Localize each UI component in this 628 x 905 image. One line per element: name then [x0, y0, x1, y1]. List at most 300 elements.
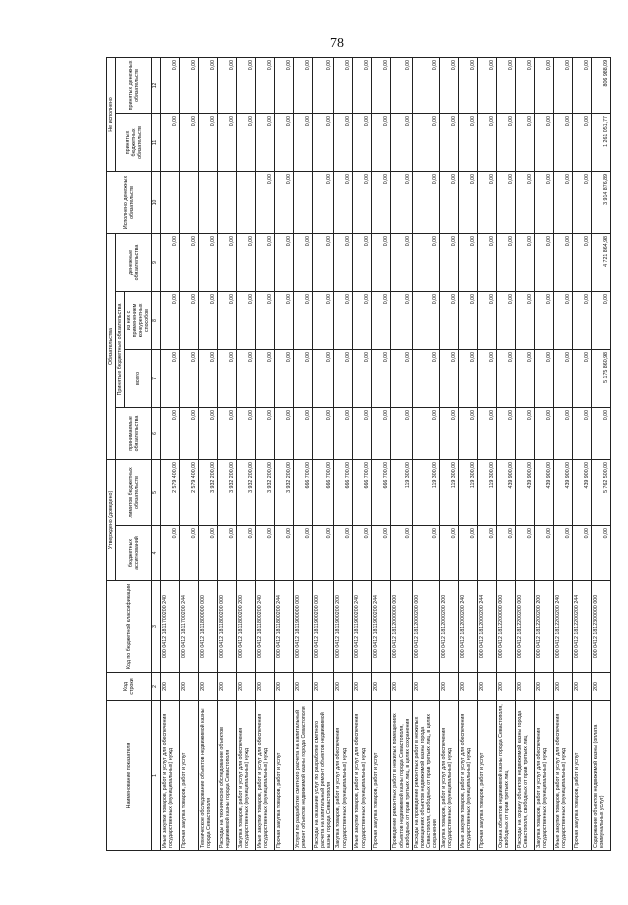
col-number: 4 [152, 526, 161, 581]
table-row [478, 57, 497, 850]
row-accepted-cell: 0,00 [161, 407, 180, 459]
row-accepted-cell: 0,00 [535, 407, 554, 459]
row-kbk-cell: 000 0412 1811900200 240 [353, 581, 372, 673]
row-accepted-cell: 0,00 [256, 407, 275, 459]
row-budget-allocations-cell: 0,00 [412, 526, 439, 581]
row-limits-cell: 119 300,00 [440, 459, 459, 525]
row-code-cell: 200 [459, 673, 478, 701]
table-row [353, 57, 372, 850]
row-accepted-cell: 0,00 [180, 407, 199, 459]
row-accepted-competitive-cell: 0,00 [237, 291, 256, 349]
row-kbk-cell: 000 0412 1811900200 000 [313, 581, 334, 673]
row-limits-cell: 666 700,00 [372, 459, 391, 525]
row-accepted-total-cell: 0,00 [180, 349, 199, 407]
row-unexec-accepted-cell: 0,00 [459, 113, 478, 171]
row-monetary-cell: 0,00 [412, 233, 439, 291]
row-unexec-monetary-cell: 0,00 [573, 57, 592, 113]
header-limits: лимитов бюджетных обязательств [116, 459, 152, 525]
row-code-cell: 200 [497, 673, 516, 701]
row-kbk-cell: 000 0412 1811800200 200 [237, 581, 256, 673]
row-unexec-monetary-cell: 0,00 [412, 57, 439, 113]
row-code-cell: 200 [313, 673, 334, 701]
row-accepted-cell: 0,00 [554, 407, 573, 459]
row-name-cell: Расходы на охрану объектов недвижимой казны города Севастополя, свободных от прав третьих лиц [516, 701, 535, 851]
header-of-which: из них с применением конкурентных способов [125, 291, 152, 349]
row-accepted-cell: 0,00 [294, 407, 313, 459]
row-monetary-cell: 0,00 [275, 233, 294, 291]
row-accepted-total-cell: 0,00 [353, 349, 372, 407]
row-accepted-total-cell: 0,00 [199, 349, 218, 407]
row-code-cell: 200 [218, 673, 237, 701]
row-executed-cell: 0,00 [459, 171, 478, 233]
row-budget-allocations-cell: 0,00 [199, 526, 218, 581]
row-unexec-accepted-cell: 0,00 [478, 113, 497, 171]
row-unexec-accepted-cell: 0,00 [535, 113, 554, 171]
row-unexec-monetary-cell: 0,00 [391, 57, 412, 113]
header-accepted: принимаемые обязательства [116, 407, 152, 459]
row-accepted-cell: 0,00 [592, 407, 611, 459]
row-budget-allocations-cell: 0,00 [218, 526, 237, 581]
row-accepted-total-cell: 5 175 860,98 [592, 349, 611, 407]
row-executed-cell: 0,00 [440, 171, 459, 233]
row-executed-cell: 0,00 [497, 171, 516, 233]
row-accepted-total-cell: 0,00 [554, 349, 573, 407]
row-monetary-cell: 0,00 [391, 233, 412, 291]
row-limits-cell: 3 932 200,00 [237, 459, 256, 525]
row-code-cell: 200 [180, 673, 199, 701]
row-kbk-cell: 000 0412 1812000200 000 [412, 581, 439, 673]
row-accepted-total-cell: 0,00 [412, 349, 439, 407]
table-row [573, 57, 592, 850]
row-budget-allocations-cell: 0,00 [391, 526, 412, 581]
row-unexec-accepted-cell: 0,00 [294, 113, 313, 171]
row-kbk-cell: 000 0412 1812200200 000 [516, 581, 535, 673]
row-name-cell: Закупка товаров, работ и услуг для обеспечения государственных (муниципальных) нужд [237, 701, 256, 851]
row-name-cell: Иные закупки товаров, работ и услуг для обеспечения государственных (муниципальных) нужд [353, 701, 372, 851]
row-name-cell: Иные закупки товаров, работ и услуг для обеспечения государственных (муниципальных) нужд [256, 701, 275, 851]
row-unexec-monetary-cell: 0,00 [313, 57, 334, 113]
row-unexec-monetary-cell: 0,00 [440, 57, 459, 113]
col-number: 7 [152, 349, 161, 407]
table-row [275, 57, 294, 850]
row-budget-allocations-cell: 0,00 [573, 526, 592, 581]
row-accepted-cell: 0,00 [573, 407, 592, 459]
row-name-cell: Расходы на оказание услуг по разработке сметного расчета на капитальный ремонт объектов недвижимой казны города Севастополя [313, 701, 334, 851]
row-budget-allocations-cell: 0,00 [535, 526, 554, 581]
row-executed-cell: 0,00 [516, 171, 535, 233]
row-unexec-monetary-cell: 0,00 [199, 57, 218, 113]
row-code-cell: 200 [412, 673, 439, 701]
table-row [334, 57, 353, 850]
table-row [180, 57, 199, 850]
row-code-cell: 200 [334, 673, 353, 701]
row-name-cell: Прочая закупка товаров, работ и услуг [275, 701, 294, 851]
row-unexec-monetary-cell: 0,00 [353, 57, 372, 113]
row-unexec-accepted-cell: 0,00 [516, 113, 535, 171]
row-accepted-cell: 0,00 [478, 407, 497, 459]
row-kbk-cell: 000 0412 1812200200 200 [535, 581, 554, 673]
row-monetary-cell: 0,00 [372, 233, 391, 291]
row-executed-cell: 0,00 [353, 171, 372, 233]
row-budget-allocations-cell: 0,00 [237, 526, 256, 581]
row-limits-cell: 3 932 200,00 [218, 459, 237, 525]
row-accepted-total-cell: 0,00 [334, 349, 353, 407]
row-limits-cell: 666 700,00 [294, 459, 313, 525]
row-code-cell: 200 [237, 673, 256, 701]
header-budget-allocations: бюджетных ассигнований [116, 526, 152, 581]
row-accepted-competitive-cell: 0,00 [554, 291, 573, 349]
row-limits-cell: 119 300,00 [459, 459, 478, 525]
row-executed-cell: 0,00 [554, 171, 573, 233]
row-kbk-cell: 000 0412 1811800200 244 [275, 581, 294, 673]
row-kbk-cell: 000 0412 1812300000 000 [592, 581, 611, 673]
table-row [440, 57, 459, 850]
row-budget-allocations-cell: 0,00 [516, 526, 535, 581]
row-code-cell: 200 [372, 673, 391, 701]
row-limits-cell: 119 300,00 [478, 459, 497, 525]
row-accepted-total-cell: 0,00 [516, 349, 535, 407]
row-accepted-cell: 0,00 [372, 407, 391, 459]
row-limits-cell: 439 900,00 [573, 459, 592, 525]
header-budget-code: Код по бюджетной классификации [107, 581, 152, 673]
row-budget-allocations-cell: 0,00 [180, 526, 199, 581]
header-accepted-budget-group: Принятые бюджетные обязательства [116, 291, 125, 407]
row-unexec-monetary-cell: 806 988,09 [592, 57, 611, 113]
row-name-cell: Техническое обследование объектов недвижимой казны города Севастополя [199, 701, 218, 851]
row-accepted-total-cell: 0,00 [237, 349, 256, 407]
row-budget-allocations-cell: 0,00 [334, 526, 353, 581]
row-budget-allocations-cell: 0,00 [275, 526, 294, 581]
row-limits-cell: 119 300,00 [412, 459, 439, 525]
row-limits-cell: 439 900,00 [516, 459, 535, 525]
row-name-cell: Прочая закупка товаров, работ и услуг [372, 701, 391, 851]
row-code-cell: 200 [554, 673, 573, 701]
row-kbk-cell: 000 0412 1811800200 000 [218, 581, 237, 673]
row-budget-allocations-cell: 0,00 [554, 526, 573, 581]
row-unexec-accepted-cell: 0,00 [412, 113, 439, 171]
row-code-cell: 200 [535, 673, 554, 701]
col-number: 5 [152, 459, 161, 525]
row-accepted-competitive-cell: 0,00 [516, 291, 535, 349]
row-unexec-accepted-cell: 0,00 [237, 113, 256, 171]
row-limits-cell: 439 900,00 [535, 459, 554, 525]
row-monetary-cell: 0,00 [256, 233, 275, 291]
row-name-cell: Прочая закупка товаров, работ и услуг [180, 701, 199, 851]
row-monetary-cell: 0,00 [237, 233, 256, 291]
row-monetary-cell: 0,00 [199, 233, 218, 291]
row-accepted-total-cell: 0,00 [391, 349, 412, 407]
row-unexec-monetary-cell: 0,00 [459, 57, 478, 113]
row-name-cell: Закупка товаров, работ и услуг для обеспечения государственных (муниципальных) нужд [440, 701, 459, 851]
table-row [199, 57, 218, 850]
rotated-table-wrapper [106, 58, 609, 851]
row-accepted-total-cell: 0,00 [161, 349, 180, 407]
row-code-cell: 200 [516, 673, 535, 701]
row-accepted-competitive-cell: 0,00 [275, 291, 294, 349]
page-number: 78 [330, 36, 344, 51]
row-executed-cell: 3 914 876,89 [592, 171, 611, 233]
row-accepted-competitive-cell: 0,00 [592, 291, 611, 349]
row-budget-allocations-cell: 0,00 [592, 526, 611, 581]
row-unexec-monetary-cell: 0,00 [497, 57, 516, 113]
row-unexec-accepted-cell: 0,00 [391, 113, 412, 171]
row-accepted-competitive-cell: 0,00 [199, 291, 218, 349]
row-name-cell: Прочая закупка товаров, работ и услуг [478, 701, 497, 851]
row-limits-cell: 439 900,00 [554, 459, 573, 525]
row-unexec-accepted-cell: 0,00 [275, 113, 294, 171]
row-accepted-competitive-cell: 0,00 [573, 291, 592, 349]
row-executed-cell: 0,00 [478, 171, 497, 233]
row-accepted-total-cell: 0,00 [218, 349, 237, 407]
row-kbk-cell: 000 0412 1812200200 244 [573, 581, 592, 673]
row-code-cell: 200 [256, 673, 275, 701]
budget-execution-table [106, 57, 611, 851]
row-unexec-accepted-cell: 0,00 [573, 113, 592, 171]
row-budget-allocations-cell: 0,00 [353, 526, 372, 581]
row-accepted-cell: 0,00 [440, 407, 459, 459]
row-limits-cell: 5 762 500,00 [592, 459, 611, 525]
row-limits-cell: 2 579 400,00 [180, 459, 199, 525]
row-unexec-accepted-cell: 0,00 [256, 113, 275, 171]
table-row [535, 57, 554, 850]
row-accepted-competitive-cell: 0,00 [497, 291, 516, 349]
row-accepted-cell: 0,00 [516, 407, 535, 459]
row-budget-allocations-cell: 0,00 [294, 526, 313, 581]
row-accepted-total-cell: 0,00 [535, 349, 554, 407]
row-executed-cell: 0,00 [573, 171, 592, 233]
row-kbk-cell: 000 0412 1812000200 240 [459, 581, 478, 673]
col-number: 1 [152, 701, 161, 851]
row-monetary-cell: 0,00 [313, 233, 334, 291]
row-unexec-accepted-cell: 0,00 [161, 113, 180, 171]
row-code-cell: 200 [391, 673, 412, 701]
row-accepted-competitive-cell: 0,00 [478, 291, 497, 349]
row-accepted-competitive-cell: 0,00 [440, 291, 459, 349]
table-row [497, 57, 516, 850]
row-accepted-cell: 0,00 [497, 407, 516, 459]
row-monetary-cell: 0,00 [573, 233, 592, 291]
row-monetary-cell: 0,00 [535, 233, 554, 291]
row-name-cell: Содержание объектов недвижимой казны (оплата коммунальных услуг) [592, 701, 611, 851]
row-accepted-competitive-cell: 0,00 [391, 291, 412, 349]
col-number: 8 [152, 291, 161, 349]
table-body [161, 57, 611, 850]
row-name-cell: Расходы на техническое обследование объектов недвижимой казны города Севастополя [218, 701, 237, 851]
col-number: 6 [152, 407, 161, 459]
row-monetary-cell: 0,00 [516, 233, 535, 291]
row-limits-cell: 3 932 200,00 [256, 459, 275, 525]
row-limits-cell: 2 579 400,00 [161, 459, 180, 525]
row-name-cell: Прочая закупка товаров, работ и услуг [573, 701, 592, 851]
table-row [592, 57, 611, 850]
row-executed-cell: 0,00 [391, 171, 412, 233]
row-accepted-total-cell: 0,00 [440, 349, 459, 407]
col-number: 10 [152, 171, 161, 233]
table-row [313, 57, 334, 850]
row-kbk-cell: 000 0412 1812000000 000 [391, 581, 412, 673]
row-executed-cell: 0,00 [256, 171, 275, 233]
row-monetary-cell: 0,00 [353, 233, 372, 291]
row-name-cell: Услуги по разработке сметного расчета на капитальный ремонт объектов недвижимой казны города Севастополя [294, 701, 313, 851]
column-numbers-row [152, 57, 161, 850]
row-accepted-total-cell: 0,00 [478, 349, 497, 407]
row-kbk-cell: 000 0412 1812000200 244 [478, 581, 497, 673]
header-total: всего [125, 349, 152, 407]
col-number: 12 [152, 57, 161, 113]
row-unexec-monetary-cell: 0,00 [218, 57, 237, 113]
header-approved-group: Утверждено (доведено) [107, 459, 116, 580]
row-accepted-cell: 0,00 [313, 407, 334, 459]
row-unexec-accepted-cell: 0,00 [497, 113, 516, 171]
row-unexec-accepted-cell: 0,00 [440, 113, 459, 171]
row-monetary-cell: 0,00 [497, 233, 516, 291]
header-unexecuted-group: Не исполнено [107, 57, 116, 171]
row-kbk-cell: 000 0412 1811900000 000 [294, 581, 313, 673]
row-kbk-cell: 000 0412 1811800200 240 [256, 581, 275, 673]
row-unexec-monetary-cell: 0,00 [180, 57, 199, 113]
row-name-cell: Закупка товаров, работ и услуг для обеспечения государственных (муниципальных) нужд [535, 701, 554, 851]
row-code-cell: 200 [353, 673, 372, 701]
row-executed-cell [218, 171, 237, 233]
row-name-cell: Расходы на проведение ремонтных работ в нежилых помещениях объектов недвижимой казны города Севастополя, свободных от прав третьих лиц, в целях сохранения [412, 701, 439, 851]
table-row [218, 57, 237, 850]
row-executed-cell: 0,00 [372, 171, 391, 233]
row-limits-cell: 3 932 200,00 [275, 459, 294, 525]
row-executed-cell [294, 171, 313, 233]
row-unexec-monetary-cell: 0,00 [294, 57, 313, 113]
row-unexec-accepted-cell: 0,00 [554, 113, 573, 171]
row-unexec-monetary-cell: 0,00 [275, 57, 294, 113]
row-accepted-competitive-cell: 0,00 [161, 291, 180, 349]
row-budget-allocations-cell: 0,00 [313, 526, 334, 581]
row-budget-allocations-cell: 0,00 [497, 526, 516, 581]
table-row [391, 57, 412, 850]
row-code-cell: 200 [573, 673, 592, 701]
table-row [516, 57, 535, 850]
row-accepted-competitive-cell: 0,00 [334, 291, 353, 349]
row-executed-cell: 0,00 [535, 171, 554, 233]
row-accepted-cell: 0,00 [218, 407, 237, 459]
row-code-cell: 200 [592, 673, 611, 701]
row-monetary-cell: 0,00 [180, 233, 199, 291]
row-monetary-cell: 0,00 [459, 233, 478, 291]
row-unexec-monetary-cell: 0,00 [372, 57, 391, 113]
row-monetary-cell: 0,00 [440, 233, 459, 291]
row-monetary-cell: 0,00 [334, 233, 353, 291]
row-kbk-cell: 000 0412 1811900200 244 [372, 581, 391, 673]
row-accepted-cell: 0,00 [199, 407, 218, 459]
table-row [161, 57, 180, 850]
row-name-cell: Закупка товаров, работ и услуг для обеспечения государственных (муниципальных) нужд [334, 701, 353, 851]
row-name-cell: Иные закупки товаров, работ и услуг для обеспечения государственных (муниципальных) нужд [459, 701, 478, 851]
row-code-cell: 200 [199, 673, 218, 701]
row-unexec-accepted-cell: 0,00 [313, 113, 334, 171]
row-accepted-total-cell: 0,00 [459, 349, 478, 407]
row-monetary-cell: 0,00 [218, 233, 237, 291]
row-monetary-cell: 4 721 864,98 [592, 233, 611, 291]
row-name-cell: Иные закупки товаров, работ и услуг для обеспечения государственных (муниципальных) нужд [554, 701, 573, 851]
table-row [256, 57, 275, 850]
row-code-cell: 200 [161, 673, 180, 701]
row-unexec-accepted-cell: 0,00 [199, 113, 218, 171]
row-accepted-competitive-cell: 0,00 [412, 291, 439, 349]
row-accepted-competitive-cell: 0,00 [218, 291, 237, 349]
header-unexec-monetary: принятых денежных обязательств [116, 57, 152, 113]
row-accepted-competitive-cell: 0,00 [313, 291, 334, 349]
row-code-cell: 200 [275, 673, 294, 701]
row-kbk-cell: 000 0412 1811900200 200 [334, 581, 353, 673]
row-accepted-cell: 0,00 [412, 407, 439, 459]
row-executed-cell [237, 171, 256, 233]
row-accepted-cell: 0,00 [459, 407, 478, 459]
row-unexec-accepted-cell: 0,00 [218, 113, 237, 171]
row-limits-cell: 3 932 200,00 [199, 459, 218, 525]
row-accepted-competitive-cell: 0,00 [459, 291, 478, 349]
row-unexec-monetary-cell: 0,00 [237, 57, 256, 113]
header-monetary: денежные обязательства [116, 233, 152, 291]
row-budget-allocations-cell: 0,00 [256, 526, 275, 581]
col-number: 11 [152, 113, 161, 171]
row-accepted-competitive-cell: 0,00 [535, 291, 554, 349]
row-executed-cell: 0,00 [334, 171, 353, 233]
row-executed-cell: 0,00 [275, 171, 294, 233]
row-unexec-monetary-cell: 0,00 [554, 57, 573, 113]
row-accepted-competitive-cell: 0,00 [372, 291, 391, 349]
row-accepted-total-cell: 0,00 [497, 349, 516, 407]
row-monetary-cell: 0,00 [294, 233, 313, 291]
table-row [554, 57, 573, 850]
row-name-cell: Охрана объектов недвижимой казны города Севастополя, свободных от прав третьих лиц [497, 701, 516, 851]
row-limits-cell: 666 700,00 [313, 459, 334, 525]
row-executed-cell: 0,00 [313, 171, 334, 233]
row-accepted-competitive-cell: 0,00 [256, 291, 275, 349]
row-accepted-total-cell: 0,00 [372, 349, 391, 407]
row-unexec-monetary-cell: 0,00 [478, 57, 497, 113]
row-kbk-cell: 000 0412 1811800000 000 [199, 581, 218, 673]
row-executed-cell [199, 171, 218, 233]
row-accepted-competitive-cell: 0,00 [353, 291, 372, 349]
row-executed-cell: 0,00 [412, 171, 439, 233]
row-unexec-monetary-cell: 0,00 [535, 57, 554, 113]
row-monetary-cell: 0,00 [478, 233, 497, 291]
row-limits-cell: 439 900,00 [497, 459, 516, 525]
row-budget-allocations-cell: 0,00 [459, 526, 478, 581]
row-unexec-accepted-cell: 0,00 [372, 113, 391, 171]
row-accepted-cell: 0,00 [391, 407, 412, 459]
row-code-cell: 200 [294, 673, 313, 701]
row-unexec-monetary-cell: 0,00 [256, 57, 275, 113]
header-executed: Исполнено денежных обязательств [107, 171, 152, 233]
row-unexec-accepted-cell: 0,00 [180, 113, 199, 171]
row-kbk-cell: 000 0412 1812200000 000 [497, 581, 516, 673]
row-accepted-total-cell: 0,00 [256, 349, 275, 407]
row-monetary-cell: 0,00 [161, 233, 180, 291]
row-name-cell: Иные закупки товаров, работ и услуг для обеспечения государственных (муниципальных) нужд [161, 701, 180, 851]
row-kbk-cell: 000 0412 1812000200 200 [440, 581, 459, 673]
col-number: 3 [152, 581, 161, 673]
row-accepted-cell: 0,00 [353, 407, 372, 459]
row-executed-cell [161, 171, 180, 233]
row-limits-cell: 119 300,00 [391, 459, 412, 525]
row-kbk-cell: 000 0412 1811700200 244 [180, 581, 199, 673]
row-accepted-cell: 0,00 [237, 407, 256, 459]
table-row [294, 57, 313, 850]
row-unexec-monetary-cell: 0,00 [516, 57, 535, 113]
col-number: 2 [152, 673, 161, 701]
row-budget-allocations-cell: 0,00 [372, 526, 391, 581]
row-accepted-cell: 0,00 [275, 407, 294, 459]
row-kbk-cell: 000 0412 1811700200 240 [161, 581, 180, 673]
